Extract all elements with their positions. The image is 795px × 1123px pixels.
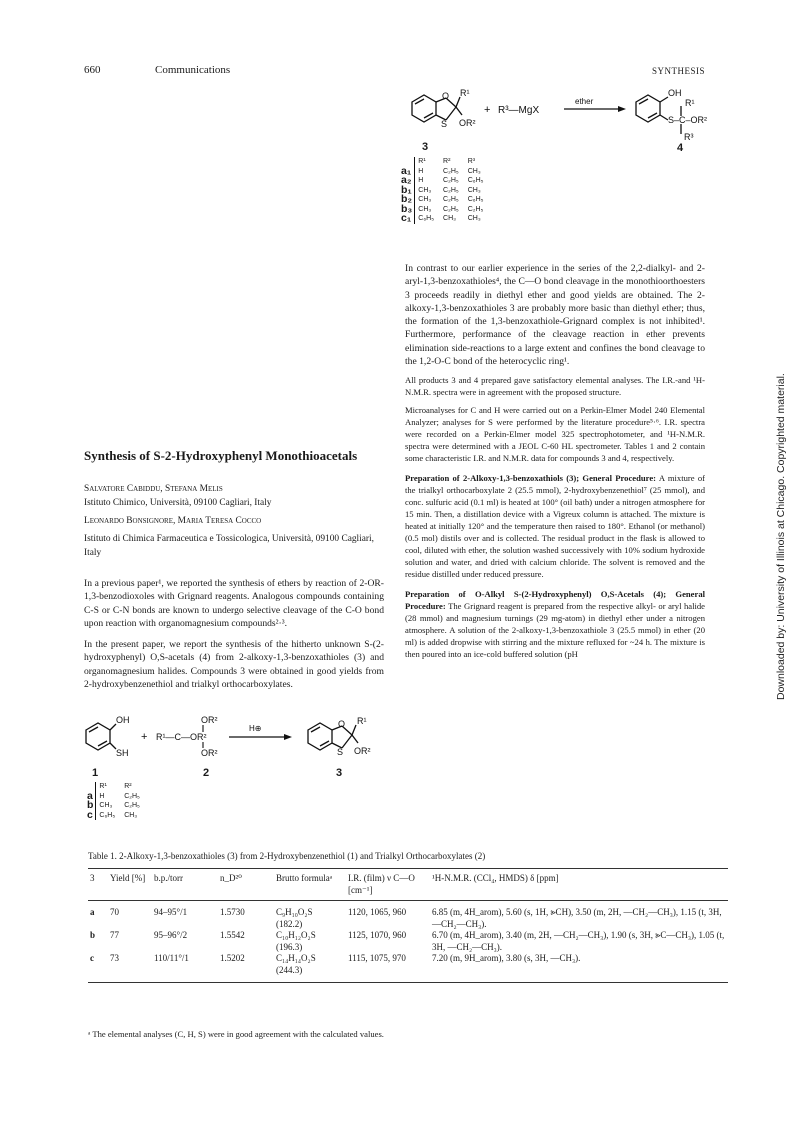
- svg-text:R¹: R¹: [685, 98, 695, 108]
- scheme2-reagent: R³—MgX: [498, 105, 540, 116]
- table-footnote: ᵃ The elemental analyses (C, H, S) were in good agreement with the calculated values.: [88, 1029, 384, 1039]
- authors: Leonardo Bonsignore, Maria Teresa Cocco: [84, 516, 262, 526]
- svg-text:S–C–OR²: S–C–OR²: [668, 115, 708, 125]
- table-header-row: 3 Yield [%] b.p./torr n_D²⁰ Brutto formulaᵃ I.R. (film) ν C—O [cm⁻¹] ¹H-N.M.R. (CCl₄, HMDS) δ [ppm]: [90, 873, 559, 895]
- scheme1-reagent: R¹—C—OR²: [156, 732, 207, 742]
- table-rule-top: [88, 868, 728, 869]
- affiliation: Istituto di Chimica Farmaceutica e Tossicologica, Università, 09100 Cagliari, Italy: [84, 534, 374, 558]
- scheme2-arrow-label: ether: [575, 97, 594, 106]
- paragraph: In the present paper, we report the synthesis of the hitherto unknown S-(2-hydroxyphenyl) O,S-acetals (4) from 2-alkoxy-1,3-benzoxathioles (3) and organomagnesium halides. Compounds 3 were obtained in good yields from 2-hydroxybenzenethiol and trialkyl orthocarboxylates.: [84, 639, 384, 691]
- procedure-title: Preparation of O-Alkyl S-(2-Hydroxyphenyl) O,S-Acetals (4); General Procedure:: [405, 589, 705, 612]
- page-number: 660: [84, 64, 101, 76]
- svg-text:OR²: OR²: [459, 118, 476, 128]
- svg-text:R¹: R¹: [357, 716, 367, 726]
- compound-3-structure: [308, 723, 358, 750]
- legend-header: R³: [467, 158, 476, 165]
- table-row: c 73 110/11°/1 1.5202 C₁₄H₁₄O₂S (244.3) 1115, 1075, 970 7.20 (m, 9H_arom), 3.80 (s, 3H, —CH₃).: [90, 953, 581, 975]
- affiliation: Istituto Chimico, Università, 09100 Cagliari, Italy: [84, 498, 272, 508]
- table-1: [88, 872, 728, 983]
- svg-text:OH: OH: [116, 715, 130, 725]
- paragraph: In a previous paper¹, we reported the synthesis of ethers by reaction of 2-OR-1,3-benzodioxoles with Grignard reagents. Analogous compounds containing C-S or C-N bonds are known to undergo selective cleavage of the C-O bond upon reaction with organomagnesium compounds²·³.: [84, 578, 384, 629]
- svg-text:S: S: [337, 747, 344, 757]
- svg-text:R³: R³: [684, 132, 694, 142]
- legend-header: R¹: [415, 157, 440, 167]
- compound-2-label: 2: [203, 767, 210, 779]
- svg-text:R¹: R¹: [460, 88, 470, 98]
- svg-text:O: O: [442, 91, 450, 101]
- legend-header: R¹: [96, 782, 121, 792]
- compound-1-label: 1: [92, 767, 99, 779]
- compound-3-label: 3: [422, 141, 429, 153]
- svg-text:OR²: OR²: [201, 748, 218, 758]
- compound-3-structure: [412, 95, 462, 122]
- download-note: Downloaded by: University of Illinois at Chicago. Copyrighted material.: [775, 373, 787, 700]
- compound-3-label: 3: [336, 767, 343, 779]
- authors: Salvatore Cabiddu, Stefana Melis: [84, 484, 223, 494]
- procedure-body: A mixture of the trialkyl orthocarboxylate 2 (25.5 mmol), 2-hydroxybenzenethiol⁷ (25 mmol), and conc. sulfuric acid (0.1 ml) is heated at 100° (oil bath) under a nitrogen atmosphere for 15 min. Then, a distillation device with a Vigreux column is attached. The mixture is heated at initially 120° and the temperature then raised to 180°. Ethanol (or methanol) (0.5 mol) distils over and is collected. The residual product in the flask is allowed to cool, diluted with ether, the solution washed successively with 10% sodium hydroxide solution and water, and dried with calcium chloride. The solvent is removed and the residue distilled under reduced pressure.: [405, 473, 705, 580]
- scheme2-plus: +: [484, 104, 491, 116]
- table-caption: Table 1. 2-Alkoxy-1,3-benzoxathioles (3) from 2-Hydroxybenzenethiol (1) and Trialkyl Orthocarboxylates (2): [88, 851, 486, 861]
- procedure-body: The Grignard reagent is prepared from the respective alkyl- or aryl halide (28 mmol) and magnesium turnings (29 mg-atom) in diethyl ether under a nitrogen atmosphere. A solution of the 2-alkoxy-1,3-benzoxathiole 3 (25.5 mmol) in ether (20 ml) is added dropwise with stirring and the mixture refluxed for ~24 h. The mixture is then poured into an ice-cold buffered solution (pH: [405, 601, 705, 660]
- section-name: Communications: [155, 64, 231, 76]
- table-row: b 77 95–96°/2 1.5542 C₁₀H₁₂O₂S (196.3) 1125, 1070, 960 6.70 (m, 4H_arom), 3.40 (m, 2H, —CH₂—CH₃), 1.90 (s, 3H, ⪢C—CH₃), 1.05 (t, 3H, —CH₂—CH₃).: [90, 930, 725, 952]
- paragraph: Microanalyses for C and H were carried out on a Perkin-Elmer Model 240 Elemental Analyzer; analyses for S were performed by the literature procedure⁵·⁶. I.R. spectra were recorded on a Perkin-Elmer model 325 spectrophotometer, and ¹H-N.M.R. spectra were determined with a JEOL C-60 HL spectrometer. Tables 1 and 2 contain some characteristic I.R. and N.M.R. data for compounds 3 and 4, respectively.: [405, 405, 705, 464]
- legend-header: R²: [443, 158, 451, 165]
- procedure-2: [405, 588, 705, 660]
- svg-text:OR²: OR²: [201, 715, 218, 725]
- article-title: Synthesis of S-2-Hydroxyphenyl Monothioacetals: [84, 448, 358, 463]
- left-column: [84, 577, 384, 697]
- scheme2-legend: R¹ R² R³ a₁ H C₂H₅ CH₃ a₂ H C₂H₅ C₆H₅ b₁ CH₃ C₂H₅ CH₃ b₂ CH₃ C₂H₅ C₆H₅ b₃ CH₃ C₂H₅ C₂H₅ c₁ C₆H₅ CH₃ CH₃: [398, 157, 490, 224]
- svg-text:SH: SH: [116, 748, 129, 758]
- compound-4-label: 4: [677, 142, 684, 154]
- svg-text:OR²: OR²: [354, 746, 371, 756]
- paragraph: In contrast to our earlier experience in the series of the 2,2-dialkyl- and 2-aryl-1,3-benzoxathioles⁴, the C—O bond cleavage in the monothioorthoesters 3 proceeds readily in diethyl ether and good yields are obtained. The 2-alkoxy-1,3-benzoxathioles 3 are probably more basic than diethyl ether; thus, the formation of the 1,3-benzoxathiole-Grignard complex is not inhibited¹. Furthermore, performance of the cleavage reaction in ether prevents elimination side-reactions to a large extent and confines the bond cleavage to the 1,2-O-C bond of the heterocyclic ring¹.: [405, 263, 705, 368]
- paragraph: All products 3 and 4 prepared gave satisfactory elemental analyses. The I.R.-and ¹H-N.M.R. spectra were in agreement with the proposed structure.: [405, 375, 705, 398]
- procedure-title: Preparation of 2-Alkoxy-1,3-benzoxathiols (3); General Procedure:: [405, 473, 656, 484]
- scheme1-plus: +: [141, 731, 148, 743]
- scheme1-legend: R¹ R² a H C₂H₅ b CH₃ C₂H₅ c C₆H₅ CH₃: [84, 782, 146, 820]
- procedure-1: [405, 472, 705, 580]
- legend-header: R²: [124, 783, 132, 790]
- svg-text:O: O: [338, 719, 346, 729]
- right-column: [405, 262, 705, 666]
- author-block: [84, 482, 384, 560]
- svg-text:OH: OH: [668, 88, 682, 98]
- svg-text:S: S: [441, 119, 448, 129]
- table-row: a 70 94–95°/1 1.5730 C₉H₁₀O₂S (182.2) 1120, 1065, 960 6.85 (m, 4H_arom), 5.60 (s, 1H, ⪢CH), 3.50 (m, 2H, —CH₂—CH₃), 1.15 (t, 3H, —CH₂—CH₃).: [90, 907, 722, 929]
- journal-name: SYNTHESIS: [652, 66, 706, 76]
- scheme1-arrow-label: H⊕: [249, 724, 262, 733]
- compound-1-structure: [86, 723, 116, 750]
